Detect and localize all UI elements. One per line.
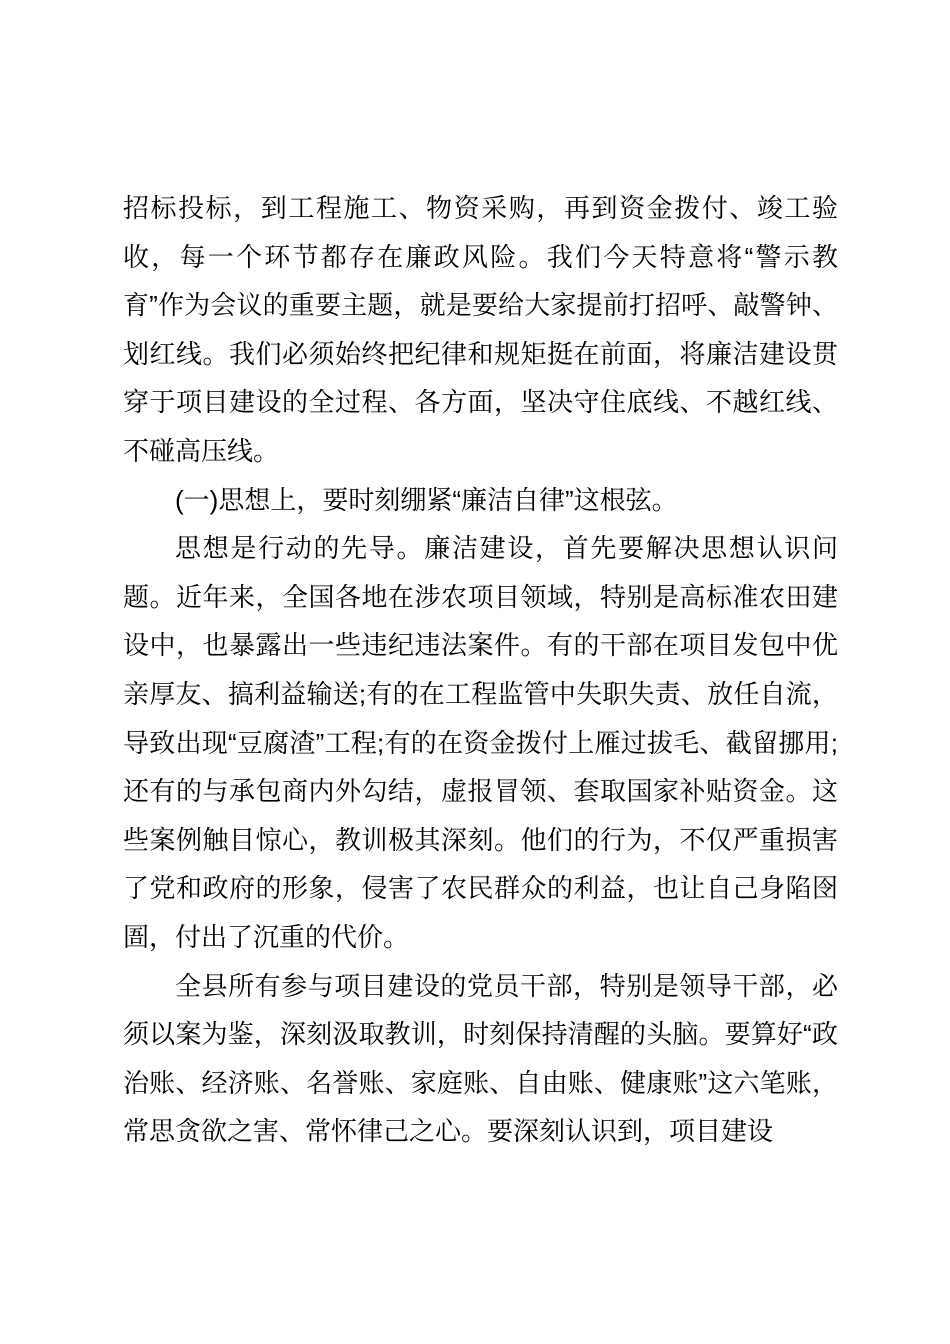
paragraph-section-heading: (一)思想上，要时刻绷紧“廉洁自律”这根弦。 [175,484,678,515]
paragraph-continuation: 招标投标，到工程施工、物资采购，再到资金拨付、竣工验收，每一个环节都存在廉政风险。我们今天特意将“警示教育”作为会议的重要主题，就是要给大家提前打招呼、敲警钟、划红线。我们必须始终把纪律和规矩挺在前面，将廉洁建设贯穿于项目建设的全过程、各方面，坚决守住底线、不越红线、不碰高压线。 [123,193,838,466]
paragraph-body-cutoff: 全县所有参与项目建设的党员干部，特别是领导干部，必须以案为鉴，深刻汲取教训，时刻保持清醒的头脑。要算好“政治账、经济账、名誉账、家庭账、自由账、健康账”这六笔账，常思贪欲之害、常怀律己之心。要深刻认识到，项目建设 [123,970,838,1147]
paragraph-body: 思想是行动的先导。廉洁建设，首先要解决思想认识问题。近年来，全国各地在涉农项目领域，特别是高标准农田建设中，也暴露出一些违纪违法案件。有的干部在项目发包中优亲厚友、搞利益输送;有的在工程监管中失职失责、放任自流，导致出现“豆腐渣”工程;有的在资金拨付上雁过拔毛、截留挪用;还有的与承包商内外勾结，虚报冒领、套取国家补贴资金。这些案例触目惊心，教训极其深刻。他们的行为，不仅严重损害了党和政府的形象，侵害了农民群众的利益，也让自己身陷囹圄，付出了沉重的代价。 [123,533,838,952]
